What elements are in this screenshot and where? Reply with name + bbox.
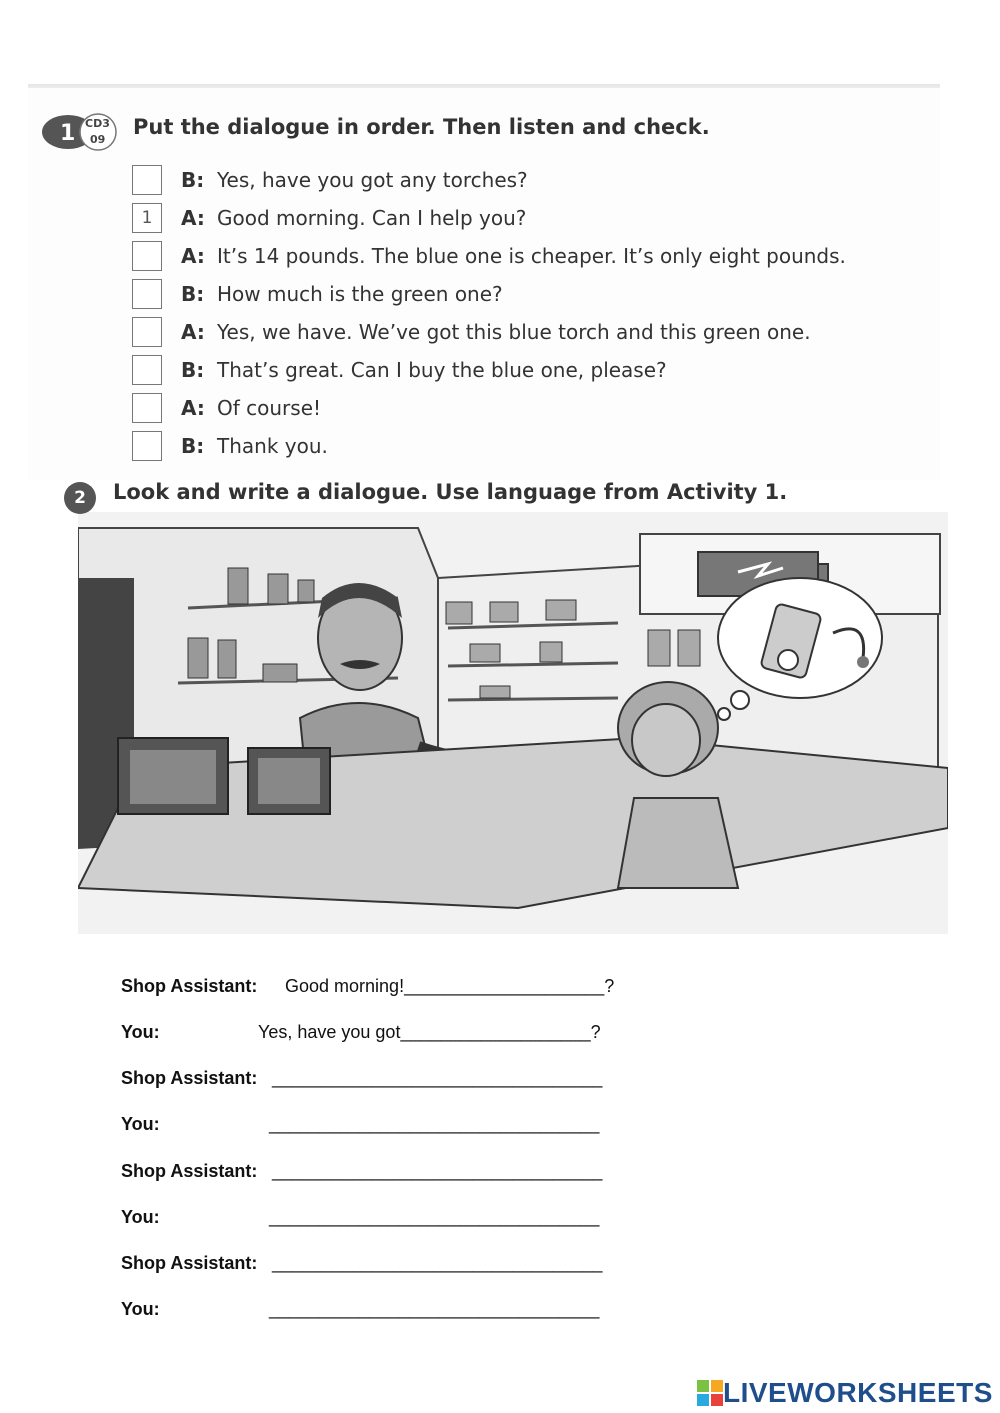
order-box[interactable] (132, 355, 162, 385)
speaker-label: Shop Assistant: (121, 1068, 258, 1088)
answer-field[interactable]: _________________________________ (272, 1161, 603, 1181)
speaker-label: B: (181, 168, 205, 192)
dialogue-line (132, 354, 667, 386)
track-number: 09 (90, 133, 106, 146)
dialogue-text: How much is the green one? (217, 282, 503, 306)
dialogue-line (132, 316, 811, 348)
order-box[interactable]: 1 (132, 203, 162, 233)
logo-text: LIVEWORKSHEETS (723, 1377, 993, 1408)
order-box[interactable] (132, 431, 162, 461)
dialogue-text: Of course! (217, 396, 322, 420)
speaker-label: A: (181, 244, 205, 268)
speaker-label: Shop Assistant: (121, 1161, 258, 1181)
dialogue-text: That’s great. Can I buy the blue one, please? (217, 358, 667, 382)
dialogue-line (132, 278, 503, 310)
dialogue-text: Thank you. (217, 434, 328, 458)
speaker-label: A: (181, 396, 205, 420)
answer-field[interactable]: _________________________________ (269, 1114, 600, 1134)
speaker-label: Shop Assistant: (121, 1253, 258, 1273)
answer-field[interactable]: _________________________________ (269, 1207, 600, 1227)
speaker-label: B: (181, 434, 205, 458)
speaker-label: You: (121, 1299, 160, 1319)
exercise-2-number: 2 (64, 482, 96, 514)
exercise-2-instruction: Look and write a dialogue. Use language from Activity 1. (113, 480, 788, 504)
speaker-label: You: (121, 1207, 160, 1227)
exercise-1-number: 1 (60, 121, 76, 146)
dialogue-text: It’s 14 pounds. The blue one is cheaper. It’s only eight pounds. (217, 244, 846, 268)
answer-field[interactable]: _________________________________ (272, 1068, 603, 1088)
speaker-label: B: (181, 282, 205, 306)
dialogue-text: Yes, have you got any torches? (217, 168, 528, 192)
speaker-label: B: (181, 358, 205, 382)
order-box[interactable] (132, 393, 162, 423)
speaker-label: A: (181, 320, 205, 344)
dialogue-line (132, 202, 526, 234)
answer-field[interactable]: Yes, have you got___________________? (258, 1022, 601, 1042)
logo-icon (697, 1380, 723, 1406)
order-box[interactable] (132, 165, 162, 195)
dialogue-text: Good morning. Can I help you? (217, 206, 527, 230)
answer-field[interactable]: _________________________________ (269, 1299, 600, 1319)
order-box[interactable] (132, 317, 162, 347)
order-box[interactable] (132, 279, 162, 309)
dialogue-line (132, 430, 328, 462)
shop-illustration (78, 468, 948, 934)
dialogue-line (132, 392, 321, 424)
answer-field[interactable]: _________________________________ (272, 1253, 603, 1273)
cd-label: CD3 (85, 117, 110, 130)
speaker-label: A: (181, 206, 205, 230)
speaker-label: You: (121, 1022, 160, 1042)
exercise-1-instruction: Put the dialogue in order. Then listen and check. (133, 115, 710, 139)
speaker-label: You: (121, 1114, 160, 1134)
dialogue-line (132, 240, 846, 272)
answer-field[interactable]: Good morning!____________________? (285, 976, 615, 996)
liveworksheets-logo (697, 1378, 993, 1408)
order-box[interactable] (132, 241, 162, 271)
dialogue-text: Yes, we have. We’ve got this blue torch and this green one. (217, 320, 811, 344)
speaker-label: Shop Assistant: (121, 976, 258, 996)
dialogue-line (132, 164, 528, 196)
exercise-1-badge (40, 112, 122, 152)
